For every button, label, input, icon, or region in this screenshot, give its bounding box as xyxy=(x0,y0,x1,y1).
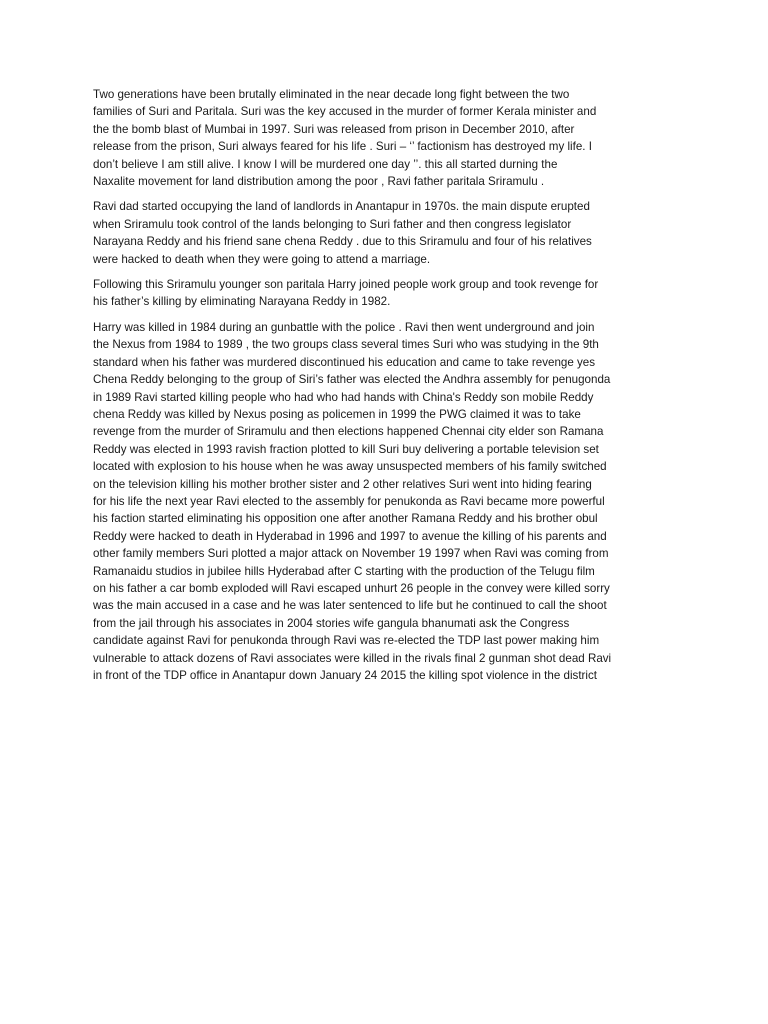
text-line: Reddy was elected in 1993 ravish fraction plotted to kill Suri buy delivering a portable television set xyxy=(93,442,599,456)
text-line: standard when his father was murdered discontinued his education and came to take revenge yes xyxy=(93,355,596,369)
text-line: the the bomb blast of Mumbai in 1997. Suri was released from prison in December 2010, after xyxy=(93,122,575,136)
text-line: on the television killing his mother brother sister and 2 other relatives Suri went into hiding fearing xyxy=(93,477,592,491)
text-line: from the jail through his associates in 2004 stories wife gangula bhanumati ask the Congress xyxy=(93,616,570,630)
text-line: in 1989 Ravi started killing people who had who had hands with China's Reddy son mobile Reddy xyxy=(93,390,594,404)
text-line: revenge from the murder of Sriramulu and then elections happened Chennai city elder son Ramana xyxy=(93,425,604,439)
text-line: families of Suri and Paritala. Suri was the key accused in the murder of former Kerala minister and xyxy=(93,105,597,119)
text-line: Following this Sriramulu younger son paritala Harry joined people work group and took revenge for xyxy=(93,278,599,292)
text-line: Two generations have been brutally eliminated in the near decade long fight between the two xyxy=(93,88,570,101)
text-line: Reddy were hacked to death in Hyderabad in 1996 and 1997 to avenue the killing of his parents and xyxy=(93,529,607,543)
text-line: were hacked to death when they were going to attend a marriage. xyxy=(93,252,431,266)
text-line: candidate against Ravi for penukonda through Ravi was re-elected the TDP last power making him xyxy=(93,634,600,648)
text-line: in front of the TDP office in Anantapur down January 24 2015 the killing spot violence in the district xyxy=(93,669,597,682)
paragraph-1 xyxy=(93,86,687,190)
text-line: vulnerable to attack dozens of Ravi associates were killed in the rivals final 2 gunman shot dead Ravi xyxy=(93,651,612,665)
text-line: for his life the next year Ravi elected to the assembly for penukonda as Ravi became more powerful xyxy=(93,494,605,508)
text-line: other family members Suri plotted a major attack on November 19 1997 when Ravi was coming from xyxy=(93,547,609,561)
text-line: release from the prison, Suri always feared for his life . Suri – ‘’ factionism has destroyed my life. I xyxy=(93,140,592,154)
text-line: on his father a car bomb exploded will Ravi escaped unhurt 26 people in the convey were killed sorry xyxy=(93,581,610,595)
text-line: when Sriramulu took control of the lands belonging to Suri father and then congress legislator xyxy=(93,217,572,231)
text-line: his faction started eliminating his opposition one after another Ramana Reddy and his brother obul xyxy=(93,512,598,526)
paragraph-2 xyxy=(93,198,687,268)
text-line: Narayana Reddy and his friend sane chena Reddy . due to this Sriramulu and four of his relatives xyxy=(93,235,592,249)
paragraph-3 xyxy=(93,276,687,311)
text-line: the Nexus from 1984 to 1989 , the two groups class several times Suri who was studying in the 9th xyxy=(93,338,599,352)
text-line: located with explosion to his house when he was away unsuspected members of his family switched xyxy=(93,460,607,474)
paragraph-4 xyxy=(93,319,687,685)
document-body xyxy=(93,86,687,692)
text-line: his father’s killing by eliminating Narayana Reddy in 1982. xyxy=(93,295,391,309)
text-line: Chena Reddy belonging to the group of Siri’s father was elected the Andhra assembly for penugonda xyxy=(93,373,611,387)
text-line: don’t believe I am still alive. I know I will be murdered one day ’’. this all started durning the xyxy=(93,157,558,171)
text-line: Naxalite movement for land distribution among the poor , Ravi father paritala Sriramulu . xyxy=(93,175,545,189)
text-line: Ravi dad started occupying the land of landlords in Anantapur in 1970s. the main dispute erupted xyxy=(93,200,590,214)
text-line: was the main accused in a case and he was later sentenced to life but he continued to call the shoot xyxy=(93,599,607,613)
text-line: chena Reddy was killed by Nexus posing as policemen in 1999 the PWG claimed it was to take xyxy=(93,407,581,421)
text-line: Ramanaidu studios in jubilee hills Hyderabad after C starting with the production of the Telugu film xyxy=(93,564,595,578)
text-line: Harry was killed in 1984 during an gunbattle with the police . Ravi then went underground and join xyxy=(93,320,595,334)
